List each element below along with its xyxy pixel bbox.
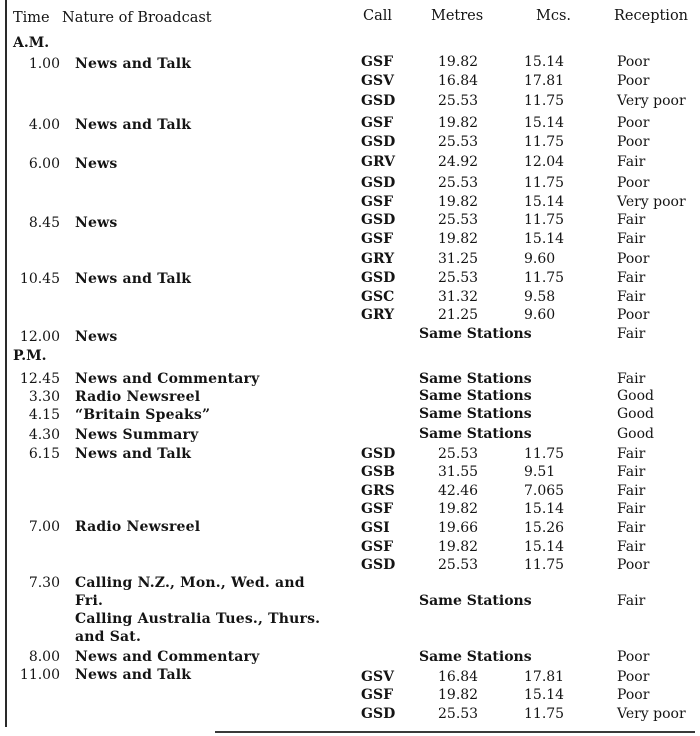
station-mcs: 17.81 <box>524 73 565 89</box>
station-reception: Fair <box>617 464 646 480</box>
header-mcs: Mcs. <box>536 8 572 24</box>
broadcast-time: 7.00 <box>28 519 60 535</box>
station-metres: 25.53 <box>438 270 479 286</box>
broadcast-time: 8.45 <box>28 215 60 231</box>
station-mcs: 17.81 <box>524 669 565 685</box>
station-metres: 25.53 <box>438 212 479 228</box>
station-metres: 19.82 <box>438 115 479 131</box>
station-mcs: 15.26 <box>524 520 565 536</box>
station-metres: 25.53 <box>438 134 479 150</box>
station-call: GSF <box>361 687 394 703</box>
station-call: GSD <box>361 212 396 228</box>
station-call: GSF <box>361 194 394 210</box>
header-time: Time <box>13 10 50 26</box>
station-metres: 25.53 <box>438 706 479 722</box>
station-metres: 25.53 <box>438 93 479 109</box>
station-reception: Very poor <box>617 706 686 722</box>
station-mcs: 15.14 <box>524 231 565 247</box>
station-mcs: 12.04 <box>524 154 565 170</box>
station-mcs: 15.14 <box>524 115 565 131</box>
same-stations-label: Same Stations <box>419 426 532 442</box>
station-call: GSV <box>361 669 394 685</box>
station-mcs: 9.60 <box>524 307 556 323</box>
broadcast-time: 12.45 <box>19 371 60 387</box>
station-call: GRY <box>361 307 395 323</box>
station-call: GSD <box>361 134 396 150</box>
station-reception: Poor <box>617 251 650 267</box>
station-call: GSD <box>361 175 396 191</box>
broadcast-time: 8.00 <box>28 649 60 665</box>
bottom-horizontal-rule <box>215 731 695 733</box>
station-metres: 19.66 <box>438 520 479 536</box>
station-call: GRY <box>361 251 395 267</box>
same-stations-label: Same Stations <box>419 371 532 387</box>
broadcast-reception: Poor <box>617 649 650 665</box>
station-reception: Poor <box>617 557 650 573</box>
station-metres: 19.82 <box>438 231 479 247</box>
station-mcs: 9.60 <box>524 251 556 267</box>
station-reception: Fair <box>617 270 646 286</box>
broadcast-reception: Fair <box>617 326 646 342</box>
station-mcs: 15.14 <box>524 194 565 210</box>
broadcast-nature: News and Talk <box>75 117 192 133</box>
station-mcs: 15.14 <box>524 501 565 517</box>
station-metres: 19.82 <box>438 501 479 517</box>
broadcast-time: 4.00 <box>28 117 60 133</box>
station-metres: 42.46 <box>438 483 479 499</box>
broadcast-time: 3.30 <box>28 389 60 405</box>
station-reception: Poor <box>617 54 650 70</box>
broadcast-time: 10.45 <box>19 271 60 287</box>
station-metres: 19.82 <box>438 194 479 210</box>
station-reception: Fair <box>617 212 646 228</box>
same-stations-label: Same Stations <box>419 388 532 404</box>
broadcast-nature: News and Talk <box>75 271 192 287</box>
station-mcs: 7.065 <box>524 483 565 499</box>
station-mcs: 15.14 <box>524 54 565 70</box>
station-mcs: 11.75 <box>524 134 565 150</box>
broadcast-time: 4.15 <box>28 407 60 423</box>
station-call: GSD <box>361 446 396 462</box>
broadcast-nature: Radio Newsreel <box>75 519 201 535</box>
header-nature: Nature of Broadcast <box>62 10 212 26</box>
station-metres: 25.53 <box>438 446 479 462</box>
broadcast-reception: Good <box>617 388 655 404</box>
station-metres: 24.92 <box>438 154 479 170</box>
broadcast-time: 12.00 <box>19 329 60 345</box>
broadcast-nature-line: Calling N.Z., Mon., Wed. and <box>75 575 305 591</box>
station-call: GSF <box>361 231 394 247</box>
station-mcs: 11.75 <box>524 706 565 722</box>
station-reception: Fair <box>617 231 646 247</box>
left-vertical-rule <box>5 0 7 727</box>
station-reception: Poor <box>617 687 650 703</box>
station-reception: Fair <box>617 154 646 170</box>
station-mcs: 11.75 <box>524 446 565 462</box>
station-mcs: 9.51 <box>524 464 556 480</box>
station-reception: Very poor <box>617 93 686 109</box>
broadcast-reception: Fair <box>617 371 646 387</box>
station-call: GSF <box>361 501 394 517</box>
station-call: GSD <box>361 557 396 573</box>
station-metres: 19.82 <box>438 539 479 555</box>
same-stations-label: Same Stations <box>419 326 532 342</box>
broadcast-nature: News <box>75 156 118 172</box>
broadcast-time: 6.00 <box>28 156 60 172</box>
station-reception: Poor <box>617 73 650 89</box>
station-metres: 19.82 <box>438 687 479 703</box>
broadcast-nature-line: and Sat. <box>75 629 142 645</box>
station-mcs: 11.75 <box>524 93 565 109</box>
station-metres: 21.25 <box>438 307 479 323</box>
station-call: GRV <box>361 154 395 170</box>
station-reception: Fair <box>617 539 646 555</box>
broadcast-nature: News and Talk <box>75 667 192 683</box>
broadcast-time: 6.15 <box>28 446 60 462</box>
station-reception: Poor <box>617 307 650 323</box>
broadcast-nature: News <box>75 215 118 231</box>
station-mcs: 11.75 <box>524 175 565 191</box>
station-mcs: 9.58 <box>524 289 556 305</box>
station-reception: Poor <box>617 134 650 150</box>
broadcast-reception: Good <box>617 406 655 422</box>
station-call: GSD <box>361 93 396 109</box>
broadcast-nature: News and Commentary <box>75 649 260 665</box>
header-reception: Reception <box>614 8 689 24</box>
header-call: Call <box>363 8 393 24</box>
station-reception: Poor <box>617 175 650 191</box>
station-reception: Fair <box>617 289 646 305</box>
section-am: A.M. <box>13 35 50 51</box>
header-metres: Metres <box>431 8 484 24</box>
station-call: GRS <box>361 483 395 499</box>
station-metres: 16.84 <box>438 73 479 89</box>
broadcast-time: 4.30 <box>28 427 60 443</box>
station-metres: 31.32 <box>438 289 479 305</box>
station-call: GSD <box>361 270 396 286</box>
station-metres: 25.53 <box>438 557 479 573</box>
station-call: GSV <box>361 73 394 89</box>
section-pm: P.M. <box>13 348 47 364</box>
broadcast-nature: News Summary <box>75 427 199 443</box>
station-reception: Fair <box>617 520 646 536</box>
station-reception: Poor <box>617 115 650 131</box>
station-call: GSB <box>361 464 395 480</box>
station-mcs: 15.14 <box>524 539 565 555</box>
same-stations-label: Same Stations <box>419 593 532 609</box>
broadcast-nature: News <box>75 329 118 345</box>
same-stations-label: Same Stations <box>419 649 532 665</box>
broadcast-time: 1.00 <box>28 56 60 72</box>
station-reception: Fair <box>617 501 646 517</box>
station-mcs: 11.75 <box>524 270 565 286</box>
broadcast-nature: “Britain Speaks” <box>75 407 211 423</box>
station-metres: 19.82 <box>438 54 479 70</box>
station-metres: 31.25 <box>438 251 479 267</box>
station-metres: 16.84 <box>438 669 479 685</box>
station-metres: 25.53 <box>438 175 479 191</box>
broadcast-nature-line: Fri. <box>75 593 104 609</box>
station-reception: Fair <box>617 483 646 499</box>
station-mcs: 11.75 <box>524 557 565 573</box>
broadcast-reception: Good <box>617 426 655 442</box>
station-mcs: 15.14 <box>524 687 565 703</box>
station-reception: Fair <box>617 446 646 462</box>
station-call: GSI <box>361 520 390 536</box>
broadcast-reception: Fair <box>617 593 646 609</box>
station-mcs: 11.75 <box>524 212 565 228</box>
station-call: GSF <box>361 115 394 131</box>
broadcast-nature-line: Calling Australia Tues., Thurs. <box>75 611 321 627</box>
station-reception: Very poor <box>617 194 686 210</box>
station-call: GSC <box>361 289 395 305</box>
broadcast-nature: News and Commentary <box>75 371 260 387</box>
broadcast-nature: News and Talk <box>75 446 192 462</box>
station-metres: 31.55 <box>438 464 479 480</box>
station-reception: Poor <box>617 669 650 685</box>
broadcast-nature: News and Talk <box>75 56 192 72</box>
same-stations-label: Same Stations <box>419 406 532 422</box>
broadcast-nature: Radio Newsreel <box>75 389 201 405</box>
station-call: GSF <box>361 539 394 555</box>
broadcast-time: 7.30 <box>28 575 60 591</box>
station-call: GSD <box>361 706 396 722</box>
station-call: GSF <box>361 54 394 70</box>
broadcast-time: 11.00 <box>19 667 60 683</box>
